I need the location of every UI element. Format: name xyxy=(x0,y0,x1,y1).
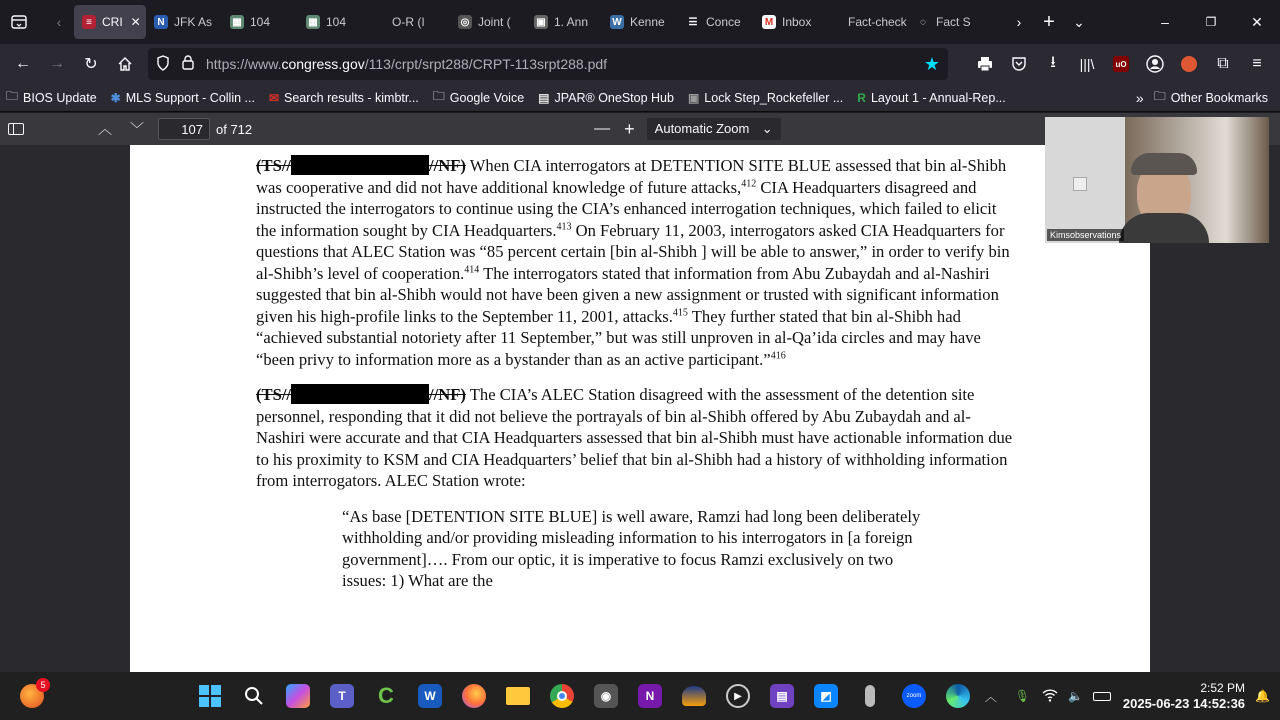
gmail-icon: M xyxy=(762,15,776,29)
tab-1[interactable] xyxy=(146,5,222,39)
downloads-icon[interactable]: ⭳ xyxy=(1050,53,1056,71)
extensions-icon[interactable]: ⧉ xyxy=(1217,55,1229,72)
other-bookmarks-label: Other Bookmarks xyxy=(1170,90,1268,105)
lock-icon[interactable] xyxy=(182,55,194,73)
navigation-toolbar xyxy=(0,44,1280,84)
bookmark-label: Lock Step_Rockefeller ... xyxy=(704,90,844,105)
gmail-icon: ✉ xyxy=(268,90,280,105)
clipchamp-icon[interactable]: ▤ xyxy=(760,676,804,716)
next-page-icon[interactable]: ﹀ xyxy=(130,121,144,137)
forward-icon[interactable]: → xyxy=(49,55,65,72)
blank-favicon-icon xyxy=(838,15,842,29)
wifi-icon[interactable] xyxy=(1042,688,1058,705)
ublock-icon[interactable]: uO xyxy=(1104,48,1138,80)
battery-icon[interactable] xyxy=(1093,692,1111,701)
tab-10[interactable] xyxy=(830,5,908,39)
tab-9[interactable] xyxy=(754,5,830,39)
bookmark-label: Google Voice xyxy=(449,90,525,105)
image-icon: ▦ xyxy=(306,15,320,29)
url-domain: congress.gov xyxy=(281,56,365,72)
tab-0[interactable] xyxy=(74,5,146,39)
list-all-tabs-icon[interactable]: ⌄ xyxy=(1073,13,1085,30)
paragraph-2: (TS// //NF) The CIA’s ALEC Station disagreed with the assessment of the detention site personnel, responding that it did not believe the portrayals of bin al-Shibh offered by Abu Zubaydah and al-Nashiri were accurate and that CIA Headquarters assessed that bin al-Shibh must have actionable information due to his proximity to KSM and CIA Headquarters’ belief that bin al-Shibh had a history of withholding information from interrogators. ALEC Station wrote: xyxy=(256,385,1013,490)
page-number-input[interactable]: 107 xyxy=(158,118,210,140)
tab-label: 104 xyxy=(250,15,271,29)
url-path: /113/crpt/srpt288/CRPT-113srpt288.pdf xyxy=(364,56,608,72)
document-text xyxy=(256,155,1016,606)
close-tab-icon[interactable]: ✕ xyxy=(130,15,141,29)
bookmark-5[interactable] xyxy=(688,91,843,105)
start-icon[interactable] xyxy=(188,676,232,716)
flag-icon: ≡ xyxy=(82,15,96,29)
redaction-bar xyxy=(291,155,429,175)
spinner-icon: ◌ xyxy=(920,16,926,28)
tab-6[interactable] xyxy=(526,5,602,39)
duckduckgo-icon[interactable] xyxy=(1172,48,1206,80)
paragraph-1: (TS// //NF) When CIA interrogators at DETENTION SITE BLUE assessed that bin al-Shibh was cooperative and did not have additional knowledge of future attacks,$^{412}$ CIA Headquarters disagreed and instructed the interrogators to continue using the CIA’s enhanced interrogation techniques, which failed to elicit the information sought by CIA Headquarters.$^{413}$ On February 11, 2003, interrogators asked CIA Headquarters for questions that ALEC Station was “85 percent certain [bin al-Shibh ] will be able to answer,” in order to verify bin al-Shibh’s level of cooperation.$^{414}$ The interrogators stated that information from Abu Zubaydah and al-Nashiri suggested that bin al-Shibh would not have been given a new assignment or trusted with significant information given his high-profile links to the September 11, 2001, attacks.$^{415}$ They further stated that bin al-Shibh had “achieved substantial notoriety after 11 September,” but was still unproven in al-Qa’ida circles and may have “been privy to information more as a bystander than as an active participant.”$^{416}$ xyxy=(256,156,1010,369)
bookmarks-toolbar xyxy=(0,84,1280,112)
copilot-icon[interactable] xyxy=(276,676,320,716)
tab-label: JFK As xyxy=(174,15,213,29)
tab-label: Fact-check xyxy=(848,15,907,29)
clock-date: 2025-06-23 14:52:36 xyxy=(1122,696,1246,711)
tab-7[interactable] xyxy=(602,5,678,39)
bookmark-label: Search results - kimbtr... xyxy=(284,90,419,105)
bookmark-4[interactable] xyxy=(538,91,674,105)
shield-icon[interactable] xyxy=(156,55,170,74)
teams-icon[interactable]: T xyxy=(320,676,364,716)
bookmark-list xyxy=(6,87,1126,108)
tab-container xyxy=(74,5,1004,39)
account-icon[interactable] xyxy=(1138,48,1172,80)
zoom-value: Automatic Zoom xyxy=(654,121,750,136)
tab-strip xyxy=(0,0,1280,44)
pocket-icon[interactable] xyxy=(1002,48,1036,80)
chevron-down-icon: ⌄ xyxy=(761,121,773,136)
mls-icon: ✱ xyxy=(110,90,121,105)
greenshot-icon[interactable]: C xyxy=(378,683,394,708)
onenote-icon[interactable]: N xyxy=(628,676,672,716)
tab-4[interactable] xyxy=(374,5,450,39)
firefox-icon[interactable] xyxy=(452,676,496,716)
bookmark-3[interactable] xyxy=(433,87,524,108)
bookmark-6[interactable] xyxy=(857,91,1005,105)
print-icon[interactable] xyxy=(968,48,1002,80)
photo-icon: ▣ xyxy=(687,90,700,105)
bookmark-label: BIOS Update xyxy=(23,90,97,105)
bookmark-label: JPAR® OneStop Hub xyxy=(554,90,674,105)
word-icon[interactable]: W xyxy=(408,676,452,716)
tab-label: Joint ( xyxy=(478,15,511,29)
tab-label: 1. Ann xyxy=(554,15,589,29)
more-bookmarks-chevron-icon[interactable]: » xyxy=(1135,89,1144,106)
menu-icon[interactable]: ≡ xyxy=(1252,55,1262,72)
voice-recorder-icon[interactable] xyxy=(848,676,892,716)
url-prefix: https://www. xyxy=(206,56,282,72)
reload-icon[interactable]: ↻ xyxy=(84,56,98,73)
tab-5[interactable] xyxy=(450,5,526,39)
bookmark-label: Layout 1 - Annual-Rep... xyxy=(870,90,1006,105)
notification-badge: 5 xyxy=(36,678,50,692)
photo-icon: ▣ xyxy=(534,15,548,29)
scroll-tabs-left-icon[interactable]: ‹ xyxy=(56,14,62,30)
photos-icon[interactable]: ◩ xyxy=(804,676,848,716)
back-icon[interactable]: ← xyxy=(15,55,31,72)
r-icon: R xyxy=(857,90,866,105)
camera-icon[interactable]: ◉ xyxy=(584,676,628,716)
folder-icon: 🗀 xyxy=(432,89,445,103)
show-hidden-icons-chevron-icon[interactable]: ︿ xyxy=(984,689,997,704)
pdf-page xyxy=(130,145,1150,672)
tab-2[interactable] xyxy=(222,5,298,39)
minimize-icon[interactable]: – xyxy=(1161,14,1169,30)
tab-label: Conce xyxy=(706,15,741,29)
bookmark-0[interactable] xyxy=(6,87,97,108)
close-window-icon[interactable]: ✕ xyxy=(1251,13,1263,30)
bookmark-2[interactable] xyxy=(269,91,419,105)
zoom-in-icon[interactable]: + xyxy=(624,118,635,139)
doc-icon: ▤ xyxy=(538,90,550,105)
home-icon[interactable] xyxy=(108,48,142,80)
classification-marking: (TS// //NF) xyxy=(256,385,466,404)
microphone-icon[interactable]: 🎙 xyxy=(1014,689,1030,703)
bookmark-star-icon[interactable]: ★ xyxy=(923,53,940,74)
notifications-icon[interactable]: 🔔 xyxy=(1255,689,1270,703)
zoom-out-icon[interactable]: — xyxy=(594,120,611,137)
block-quote: “As base [DETENTION SITE BLUE] is well aware, Ramzi had long been deliberately withholding and/or providing misleading information to his interrogators in [a foreign government]…. From our optic, it is imperative to focus Ramzi exclusively on two issues: 1) What are the xyxy=(342,506,921,590)
chrome-icon[interactable] xyxy=(540,676,584,716)
tab-list-icon[interactable] xyxy=(4,7,34,37)
list-icon: ☰ xyxy=(688,16,698,28)
w-icon: W xyxy=(610,15,624,29)
file-explorer-icon[interactable] xyxy=(496,676,540,716)
tab-3[interactable] xyxy=(298,5,374,39)
url-bar[interactable] xyxy=(148,48,948,80)
zoom-icon[interactable]: zoom xyxy=(892,676,936,716)
tab-label: CRI xyxy=(102,15,123,29)
tab-11[interactable] xyxy=(908,5,984,39)
clock-time: 2:52 PM xyxy=(1200,681,1246,695)
search-icon[interactable] xyxy=(232,676,276,716)
sidebar-toggle-icon[interactable] xyxy=(8,123,24,135)
scroll-tabs-right-icon[interactable]: › xyxy=(1016,14,1022,30)
blank-favicon-icon xyxy=(382,15,386,29)
webcam-label: Kimsobservations xyxy=(1047,229,1124,241)
classification-marking: (TS// //NF) xyxy=(256,156,466,175)
bookmark-label: MLS Support - Collin ... xyxy=(125,90,255,105)
restore-icon[interactable]: ❐ xyxy=(1205,15,1217,29)
tab-label: O-R (I xyxy=(392,15,425,29)
app-icon[interactable] xyxy=(672,676,716,716)
edge-icon[interactable] xyxy=(936,676,980,716)
tab-8[interactable] xyxy=(678,5,754,39)
tab-label: Fact S xyxy=(936,15,971,29)
clock[interactable] xyxy=(1123,680,1245,712)
tab-label: 104 xyxy=(326,15,347,29)
previous-page-icon[interactable]: ︿ xyxy=(98,121,112,137)
widgets-icon[interactable] xyxy=(20,680,46,708)
new-tab-icon[interactable]: + xyxy=(1043,10,1055,33)
volume-icon[interactable]: 🔈 xyxy=(1067,689,1083,703)
tab-label: Inbox xyxy=(782,15,812,29)
bookmark-1[interactable] xyxy=(111,91,255,105)
circle-icon: ◎ xyxy=(458,15,472,29)
windows-taskbar xyxy=(0,672,1280,720)
other-bookmarks[interactable] xyxy=(1154,87,1268,108)
n-icon: N xyxy=(154,15,168,29)
image-icon: ▦ xyxy=(230,15,244,29)
library-icon[interactable]: |||\ xyxy=(1079,56,1095,72)
folder-icon: 🗀 xyxy=(6,89,19,103)
media-player-icon[interactable]: ▶ xyxy=(716,676,760,716)
page-total: of 712 xyxy=(216,121,253,137)
webcam-overlay xyxy=(1045,117,1269,243)
zoom-select[interactable] xyxy=(647,118,781,140)
tab-label: Kenne xyxy=(630,15,665,29)
folder-icon: 🗀 xyxy=(1153,89,1166,103)
redaction-bar xyxy=(291,384,429,404)
cap xyxy=(1131,153,1197,175)
